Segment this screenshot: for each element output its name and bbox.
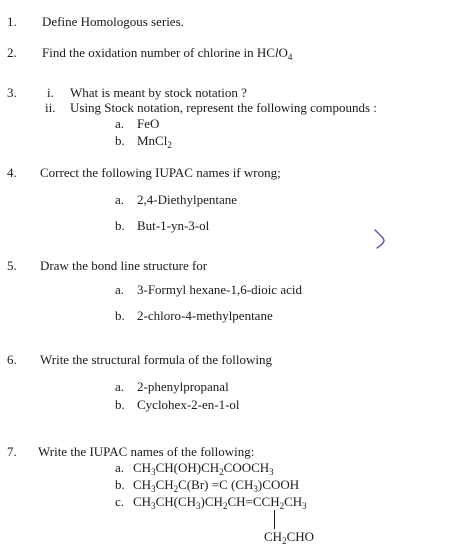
branch-bond-line <box>274 510 275 529</box>
question-4-option-b-marker: b. <box>115 218 125 233</box>
question-6-number: 6. <box>7 352 17 367</box>
question-5-option-b-text: 2-chloro-4-methylpentane <box>137 308 273 323</box>
question-4-text: Correct the following IUPAC names if wrong; <box>40 165 281 180</box>
question-4-option-a-text: 2,4-Diethylpentane <box>137 192 237 207</box>
question-4-number: 4. <box>7 165 17 180</box>
question-3-compound-b-marker: b. <box>115 133 125 148</box>
question-3-compound-a-marker: a. <box>115 116 125 131</box>
question-3-compound-b-text: MnCl$_2$ <box>137 133 172 150</box>
question-7-text: Write the IUPAC names of the following: <box>38 444 255 459</box>
question-3-item-ii-text: Using Stock notation, represent the following compounds : <box>70 100 377 115</box>
handwritten-check-mark <box>372 228 388 250</box>
question-1-number: 1. <box>7 14 17 29</box>
question-7-number: 7. <box>7 444 17 459</box>
question-6-option-b-marker: b. <box>115 397 125 412</box>
question-3-item-i-marker: i. <box>47 85 54 100</box>
question-3-item-i-text: What is meant by stock notation ? <box>70 85 247 100</box>
question-6-option-b-text: Cyclohex-2-en-1-ol <box>137 397 240 412</box>
question-4-option-a-marker: a. <box>115 192 125 207</box>
question-7-option-c-formula: $CH_3CH(CH_3)CH_2CH=CCH_2CH_3$ <box>133 494 307 511</box>
question-3-compound-a-text: FeO <box>137 116 160 131</box>
question-7-option-a-formula: $CH_3CH(OH)CH_2COOCH_3$ <box>133 460 274 477</box>
question-5-option-b-marker: b. <box>115 308 125 323</box>
question-5-option-a-marker: a. <box>115 282 125 297</box>
question-3-number: 3. <box>7 85 17 100</box>
question-2-number: 2. <box>7 45 17 60</box>
question-6-option-a-text: 2-phenylpropanal <box>137 379 229 394</box>
question-7-branch-formula: $CH_2CHO$ <box>264 529 315 546</box>
question-2-text: Find the oxidation number of chlorine in HClO$_4$ <box>42 45 293 62</box>
question-6-option-a-marker: a. <box>115 379 125 394</box>
question-1-text: Define Homologous series. <box>42 14 184 29</box>
question-3-item-ii-marker: ii. <box>45 100 56 115</box>
question-7-option-b-marker: b. <box>115 477 125 492</box>
question-7-option-a-marker: a. <box>115 460 125 475</box>
question-6-text: Write the structural formula of the following <box>40 352 272 367</box>
question-7-option-b-formula: $CH_3CH_2C(Br) =C$ $(CH_3)COOH$ <box>133 477 300 494</box>
question-7-option-c-marker: c. <box>115 494 125 509</box>
question-5-option-a-text: 3-Formyl hexane-1,6-dioic acid <box>137 282 302 297</box>
question-4-option-b-text: But-1-yn-3-ol <box>137 218 210 233</box>
question-5-text: Draw the bond line structure for <box>40 258 208 273</box>
question-5-number: 5. <box>7 258 17 273</box>
